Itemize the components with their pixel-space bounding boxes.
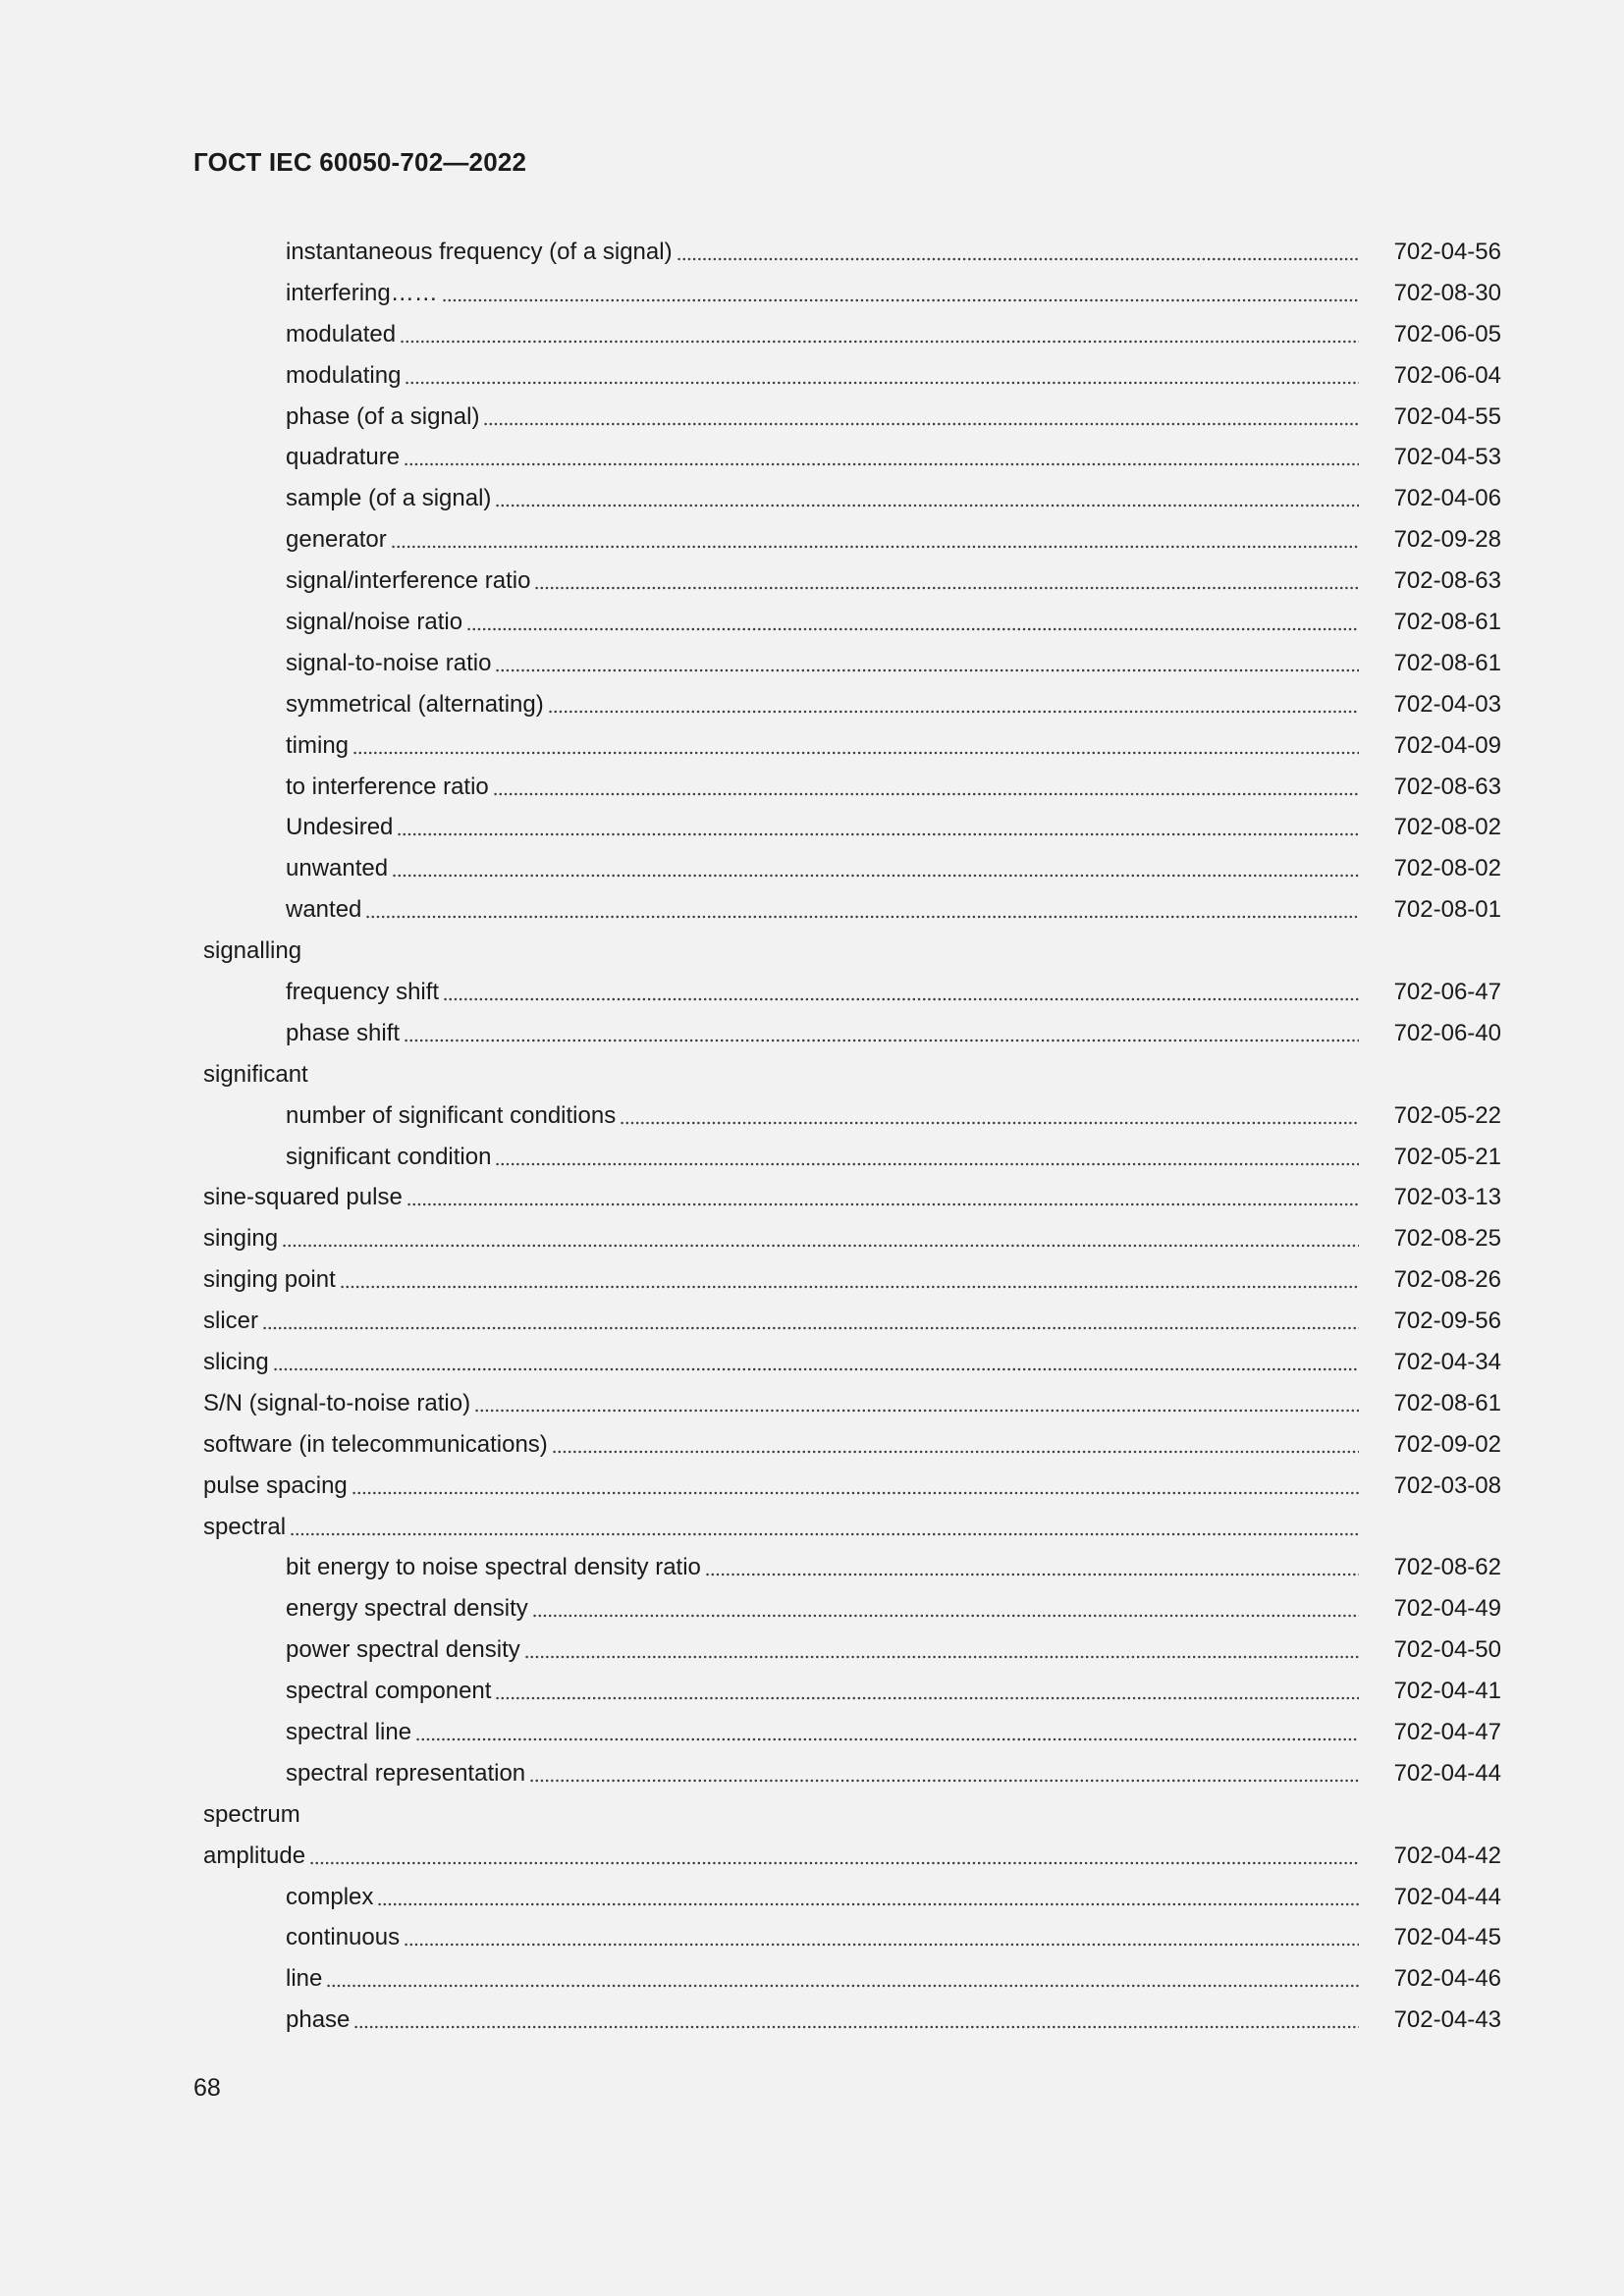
dot-leader [352, 734, 1359, 758]
index-entry [203, 519, 1501, 561]
index-entry [203, 1342, 1501, 1383]
dot-leader [466, 611, 1359, 634]
dot-leader [415, 1721, 1359, 1744]
index-entry [203, 1918, 1501, 1959]
index-term: sample (of a signal) [286, 485, 492, 512]
index-code: 702-08-62 [1393, 1554, 1501, 1581]
index-entry [203, 1548, 1501, 1589]
index-term: slicer [203, 1308, 259, 1335]
index-code: 702-06-40 [1393, 1019, 1501, 1046]
index-entry [203, 1466, 1501, 1507]
index-code: 702-08-26 [1393, 1266, 1501, 1294]
index-term: energy spectral density [286, 1595, 528, 1623]
page-number: 68 [193, 2074, 221, 2102]
index-term: instantaneous frequency (of a signal) [286, 238, 673, 265]
index-code: 702-04-42 [1393, 1842, 1501, 1869]
index-entry [203, 1013, 1501, 1054]
index-code: 702-08-61 [1393, 608, 1501, 635]
index-code: 702-08-63 [1393, 567, 1501, 595]
index-term: symmetrical (alternating) [286, 690, 544, 718]
dot-leader [620, 1104, 1359, 1128]
index-code: 702-09-28 [1393, 526, 1501, 554]
dot-leader [391, 528, 1359, 552]
index-code: 702-08-01 [1393, 896, 1501, 924]
index-code: 702-04-03 [1393, 690, 1501, 718]
index-entry [203, 1383, 1501, 1424]
dot-leader [262, 1309, 1359, 1333]
dot-leader [290, 1516, 1359, 1539]
index-entry [203, 602, 1501, 643]
index-code: 702-04-06 [1393, 485, 1501, 512]
dot-leader [442, 282, 1359, 305]
index-entry [203, 1712, 1501, 1753]
index-entry [203, 1588, 1501, 1629]
index-term: phase [286, 2006, 351, 2034]
index-term: pulse spacing [203, 1471, 348, 1499]
index-entry [203, 889, 1501, 931]
index-entry [203, 1836, 1501, 1877]
index-entry [203, 972, 1501, 1013]
index-code: 702-08-02 [1393, 814, 1501, 841]
dot-leader [282, 1227, 1359, 1251]
dot-leader [524, 1638, 1359, 1662]
index-entry [203, 2000, 1501, 2041]
dot-leader [493, 775, 1359, 799]
index-entry [203, 684, 1501, 725]
index-code: 702-04-49 [1393, 1595, 1501, 1623]
dot-leader [495, 1680, 1359, 1703]
index-term: S/N (signal-to-noise ratio) [203, 1389, 471, 1416]
index-code: 702-08-25 [1393, 1225, 1501, 1253]
dot-leader [705, 1556, 1359, 1579]
index-entry [203, 1794, 1501, 1836]
index-term: singing point [203, 1266, 336, 1294]
index-entry [203, 1629, 1501, 1671]
index-entry [203, 1137, 1501, 1178]
index-term: spectral component [286, 1678, 492, 1705]
dot-leader [326, 1967, 1359, 1991]
dot-leader [397, 816, 1359, 839]
index-term: wanted [286, 896, 362, 924]
index-term: power spectral density [286, 1636, 520, 1664]
index-code: 702-04-43 [1393, 2006, 1501, 2034]
dot-leader [406, 1186, 1359, 1209]
index-term: number of significant conditions [286, 1101, 617, 1129]
dot-leader [404, 446, 1359, 469]
index-term: continuous [286, 1924, 401, 1951]
dot-leader [548, 693, 1359, 717]
index-entry [203, 1177, 1501, 1218]
index-term: modulated [286, 320, 397, 347]
dot-leader [474, 1392, 1359, 1415]
index-term: unwanted [286, 855, 389, 882]
index-term: spectrum [203, 1800, 300, 1828]
index-term: significant [203, 1060, 308, 1088]
index-code: 702-04-46 [1393, 1965, 1501, 1993]
index-term: Undesired [286, 814, 394, 841]
dot-leader [309, 1844, 1359, 1868]
index-entry [203, 807, 1501, 848]
index-code: 702-04-53 [1393, 444, 1501, 471]
index-term: phase shift [286, 1019, 401, 1046]
index-term: singing [203, 1225, 279, 1253]
index-term: line [286, 1965, 323, 1993]
index-term: interfering…… [286, 279, 438, 306]
dot-leader [529, 1762, 1359, 1786]
index-term: complex [286, 1883, 374, 1910]
page-header-title: ГОСТ IEC 60050-702—2022 [193, 147, 527, 177]
index-term: phase (of a signal) [286, 402, 480, 430]
index-term: significant condition [286, 1143, 492, 1170]
index-entry [203, 1218, 1501, 1259]
dot-leader [273, 1351, 1359, 1374]
dot-leader [552, 1433, 1359, 1457]
index-term: frequency shift [286, 978, 440, 1005]
index-entry [203, 1259, 1501, 1301]
index-code: 702-08-02 [1393, 855, 1501, 882]
dot-leader [400, 323, 1359, 347]
index-entry [203, 767, 1501, 808]
index-code: 702-04-47 [1393, 1719, 1501, 1745]
index-term: quadrature [286, 444, 401, 471]
dot-leader [495, 487, 1359, 510]
index-entry [203, 848, 1501, 889]
index-code: 702-04-09 [1393, 731, 1501, 759]
index-code: 702-03-08 [1393, 1471, 1501, 1499]
index-term: modulating [286, 361, 402, 389]
dot-leader [483, 405, 1359, 429]
index-entry [203, 232, 1501, 273]
index-entry [203, 643, 1501, 684]
index-term: spectral line [286, 1719, 412, 1745]
index-term: signal/noise ratio [286, 608, 463, 635]
index-entry [203, 1671, 1501, 1712]
index-term: software (in telecommunications) [203, 1430, 548, 1458]
index-entry [203, 397, 1501, 438]
dot-leader [495, 652, 1359, 675]
index-term: slicing [203, 1348, 269, 1375]
index-code: 702-08-30 [1393, 279, 1501, 306]
index-code: 702-04-55 [1393, 402, 1501, 430]
index-term: signal-to-noise ratio [286, 649, 492, 676]
dot-leader [405, 364, 1359, 388]
index-entry [203, 561, 1501, 602]
dot-leader [443, 981, 1359, 1004]
index-entry [203, 437, 1501, 478]
dot-leader [353, 2008, 1359, 2032]
index-code: 702-04-44 [1393, 1759, 1501, 1787]
index-term: signal/interference ratio [286, 567, 531, 595]
index-term: spectral [203, 1513, 287, 1540]
index-code: 702-08-61 [1393, 649, 1501, 676]
index-code: 702-06-47 [1393, 978, 1501, 1005]
index-entry [203, 725, 1501, 767]
index-code: 702-09-02 [1393, 1430, 1501, 1458]
index-term: sine-squared pulse [203, 1184, 403, 1211]
index-entry [203, 1958, 1501, 2000]
dot-leader [365, 898, 1359, 922]
dot-leader [534, 569, 1359, 593]
index-code: 702-06-04 [1393, 361, 1501, 389]
index-term: spectral representation [286, 1759, 526, 1787]
index-entry [203, 1507, 1501, 1548]
index-entry [203, 314, 1501, 355]
index-term: signalling [203, 937, 302, 965]
index-term: bit energy to noise spectral density ratio [286, 1554, 701, 1581]
index-code: 702-08-63 [1393, 773, 1501, 800]
dot-leader [352, 1474, 1359, 1498]
index-entry [203, 931, 1501, 972]
index-code: 702-04-44 [1393, 1883, 1501, 1910]
dot-leader [404, 1926, 1359, 1949]
index-entry [203, 1301, 1501, 1342]
index-entry [203, 1054, 1501, 1095]
index-code: 702-04-41 [1393, 1678, 1501, 1705]
index-code: 702-04-45 [1393, 1924, 1501, 1951]
index-code: 702-06-05 [1393, 320, 1501, 347]
dot-leader [392, 857, 1359, 881]
index-term: to interference ratio [286, 773, 489, 800]
index-code: 702-04-34 [1393, 1348, 1501, 1375]
index-entry [203, 1753, 1501, 1794]
dot-leader [404, 1022, 1359, 1045]
dot-leader [377, 1886, 1359, 1909]
dot-leader [495, 1146, 1359, 1169]
index-code: 702-05-22 [1393, 1101, 1501, 1129]
index-entry [203, 478, 1501, 519]
index-term: timing [286, 731, 350, 759]
index-entry [203, 1877, 1501, 1918]
index-entry [203, 1424, 1501, 1466]
dot-leader [532, 1597, 1359, 1621]
index-term: generator [286, 526, 387, 554]
index-list [203, 232, 1501, 2041]
index-code: 702-09-56 [1393, 1308, 1501, 1335]
index-term: amplitude [203, 1842, 306, 1869]
index-code: 702-04-50 [1393, 1636, 1501, 1664]
index-code: 702-05-21 [1393, 1143, 1501, 1170]
dot-leader [340, 1268, 1359, 1292]
index-entry [203, 1095, 1501, 1137]
dot-leader [677, 240, 1359, 264]
index-code: 702-04-56 [1393, 238, 1501, 265]
index-entry [203, 355, 1501, 397]
index-code: 702-03-13 [1393, 1184, 1501, 1211]
index-code: 702-08-61 [1393, 1389, 1501, 1416]
index-entry [203, 273, 1501, 314]
